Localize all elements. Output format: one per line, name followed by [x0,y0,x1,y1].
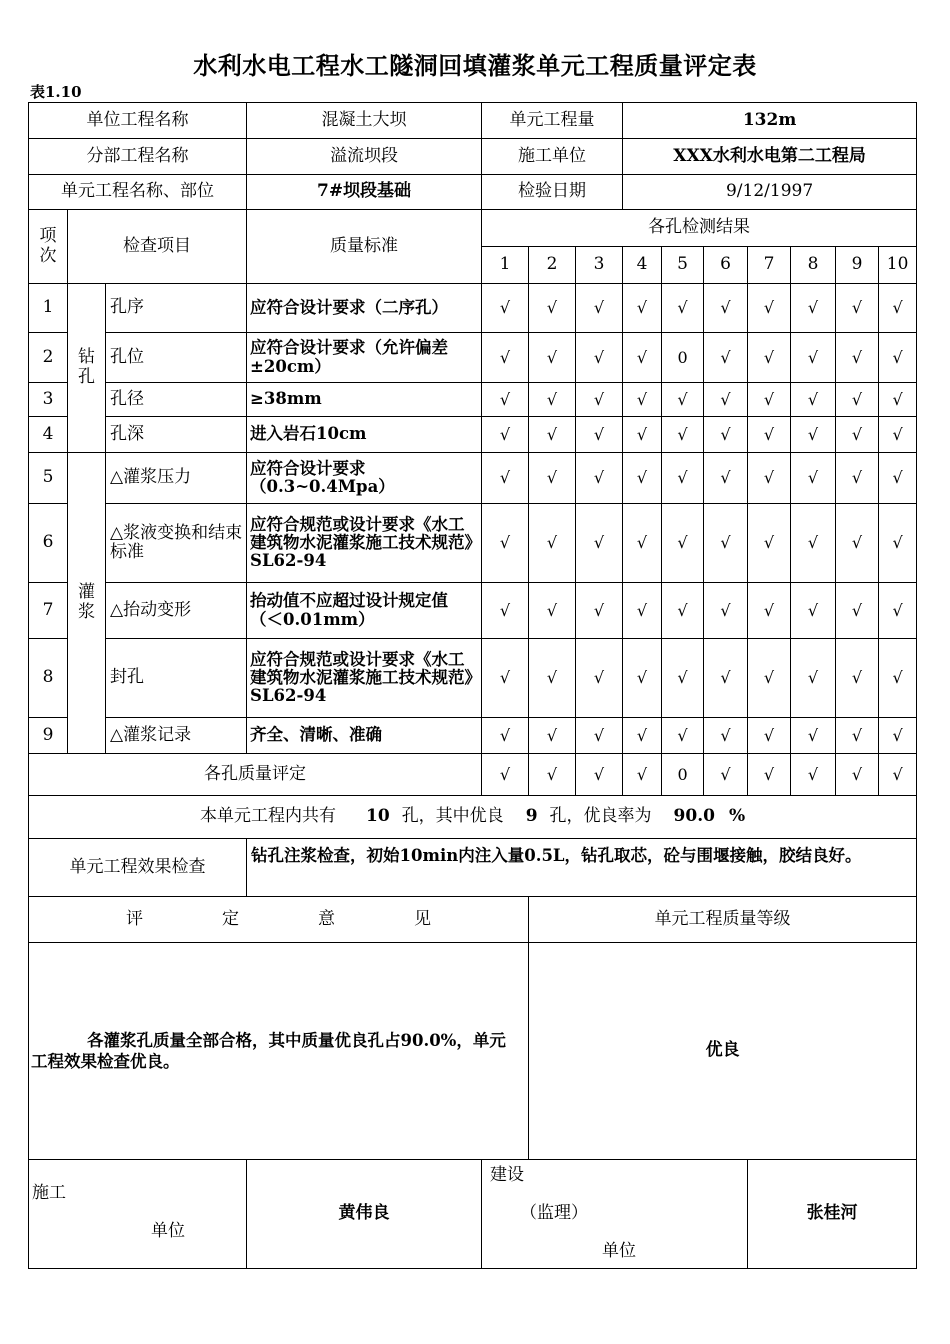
hole-check-mark: √ [791,333,836,383]
division-label: 分部工程名称 [29,139,247,175]
effect-check-value: 钻孔注浆检查，初始10min内注入量0.5L，钻孔取芯，砼与围堰接触，胶结良好。 [247,839,917,897]
hole-check-mark: √ [482,284,529,333]
check-item: 孔深 [106,417,247,453]
hole-check-mark: √ [748,417,791,453]
hole-check-mark: √ [836,639,879,718]
hole-check-mark: √ [529,383,576,417]
unit-quantity-label: 单元工程量 [482,103,623,139]
hole-check-mark: √ [482,417,529,453]
quality-standard: 齐全、清晰、准确 [247,718,482,754]
hole-check-mark: √ [748,504,791,583]
quality-standard: 应符合规范或设计要求《水工建筑物水泥灌浆施工技术规范》SL62-94 [247,639,482,718]
summary-mid1: 孔，其中优良 [401,806,504,827]
hole-check-mark: √ [704,417,748,453]
item-header: 检查项目 [68,210,247,284]
hole-check-mark: √ [791,583,836,639]
quality-standard: 抬动值不应超过设计规定值（＜0.01mm） [247,583,482,639]
hole-number: 5 [662,247,704,284]
hole-quality-label: 各孔质量评定 [29,754,482,796]
hole-check-mark: √ [623,417,662,453]
hole-check-mark: √ [482,718,529,754]
hole-check-mark: √ [623,504,662,583]
hole-check-mark: √ [879,284,917,333]
check-item: 孔序 [106,284,247,333]
check-item: 封孔 [106,639,247,718]
hole-check-mark: √ [482,453,529,504]
construction-unit-label: 施工 单位 [29,1160,247,1269]
page-title: 水利水电工程水工隧洞回填灌浆单元工程质量评定表 [193,51,757,80]
hole-quality-mark: √ [836,754,879,796]
group-drilling: 钻孔 [68,284,106,453]
row-number: 1 [29,284,68,333]
hole-check-mark: 0 [662,333,704,383]
unit-project-value: 混凝土大坝 [247,103,482,139]
hole-quality-mark: √ [623,754,662,796]
hole-check-mark: √ [704,718,748,754]
table-row [29,718,917,754]
hole-number: 9 [836,247,879,284]
element-label: 单元工程名称、部位 [29,175,247,210]
hole-check-mark: √ [879,453,917,504]
group-grouting: 灌浆 [68,453,106,754]
hole-check-mark: √ [748,284,791,333]
hole-check-mark: √ [791,718,836,754]
standard-header: 质量标准 [247,210,482,284]
hole-check-mark: √ [662,417,704,453]
hole-check-mark: √ [576,417,623,453]
hole-check-mark: √ [529,417,576,453]
grade-value: 优良 [529,943,917,1160]
hole-check-mark: √ [879,504,917,583]
date-value: 9/12/1997 [623,175,917,210]
row-number: 3 [29,383,68,417]
hole-check-mark: √ [748,453,791,504]
hole-check-mark: √ [748,383,791,417]
hole-check-mark: √ [482,333,529,383]
hole-check-mark: √ [576,718,623,754]
check-item: △浆液变换和结束标准 [106,504,247,583]
check-item: △灌浆记录 [106,718,247,754]
hole-check-mark: √ [529,453,576,504]
row-number: 7 [29,583,68,639]
hole-check-mark: √ [836,284,879,333]
form-number: 表1.10 [30,83,82,101]
check-item: △抬动变形 [106,583,247,639]
hole-check-mark: √ [791,504,836,583]
check-item: 孔位 [106,333,247,383]
unit-project-label: 单位工程名称 [29,103,247,139]
hole-check-mark: √ [576,504,623,583]
quality-standard: 进入岩石10cm [247,417,482,453]
table-row [29,639,917,718]
quality-assessment-table [28,102,917,1269]
check-item: 孔径 [106,383,247,417]
hole-quality-mark: √ [576,754,623,796]
hole-check-mark: √ [704,383,748,417]
hole-check-mark: √ [529,718,576,754]
hole-check-mark: √ [748,718,791,754]
row-number: 4 [29,417,68,453]
quality-standard: 应符合设计要求（二序孔） [247,284,482,333]
hole-check-mark: √ [836,383,879,417]
hole-check-mark: √ [623,284,662,333]
hole-check-mark: √ [791,284,836,333]
construction-person: 黄伟良 [247,1160,482,1269]
builder-person: 张桂河 [748,1160,917,1269]
hole-check-mark: √ [623,333,662,383]
hole-check-mark: √ [623,383,662,417]
row-number: 9 [29,718,68,754]
row-number: 8 [29,639,68,718]
summary-unit: % [728,806,746,827]
hole-number: 10 [879,247,917,284]
contractor-label: 施工单位 [482,139,623,175]
table-row [29,284,917,333]
hole-check-mark: √ [836,333,879,383]
hole-quality-mark: √ [748,754,791,796]
check-item: △灌浆压力 [106,453,247,504]
hole-check-mark: √ [576,383,623,417]
summary-mid2: 孔，优良率为 [549,806,652,827]
hole-check-mark: √ [576,284,623,333]
hole-check-mark: √ [704,333,748,383]
hole-check-mark: √ [704,284,748,333]
hole-check-mark: √ [836,417,879,453]
hole-check-mark: √ [662,504,704,583]
effect-check-label: 单元工程效果检查 [29,839,247,897]
hole-number: 1 [482,247,529,284]
hole-check-mark: √ [836,504,879,583]
table-row [29,417,917,453]
hole-check-mark: √ [662,453,704,504]
results-header: 各孔检测结果 [482,210,917,247]
hole-check-mark: √ [662,583,704,639]
hole-check-mark: √ [836,453,879,504]
builder-unit-label: 建设 （监理） 单位 [482,1160,748,1269]
hole-check-mark: √ [482,583,529,639]
hole-check-mark: √ [704,504,748,583]
hole-quality-mark: √ [704,754,748,796]
hole-check-mark: √ [482,383,529,417]
division-value: 溢流坝段 [247,139,482,175]
hole-check-mark: √ [748,639,791,718]
quality-standard: 应符合规范或设计要求《水工建筑物水泥灌浆施工技术规范》SL62-94 [247,504,482,583]
hole-check-mark: √ [791,383,836,417]
hole-check-mark: √ [879,333,917,383]
hole-check-mark: √ [623,453,662,504]
hole-number: 8 [791,247,836,284]
hole-check-mark: √ [704,453,748,504]
hole-check-mark: √ [662,639,704,718]
table-row [29,333,917,383]
hole-number: 6 [704,247,748,284]
hole-check-mark: √ [879,417,917,453]
hole-check-mark: √ [879,583,917,639]
row-number: 5 [29,453,68,504]
hole-check-mark: √ [662,718,704,754]
hole-check-mark: √ [482,504,529,583]
table-row [29,453,917,504]
hole-check-mark: √ [482,639,529,718]
seq-header: 项次 [29,210,68,284]
hole-check-mark: √ [623,718,662,754]
quality-standard: 应符合设计要求（0.3~0.4Mpa） [247,453,482,504]
hole-check-mark: √ [576,453,623,504]
hole-check-mark: √ [529,504,576,583]
hole-check-mark: √ [879,639,917,718]
hole-check-mark: √ [576,639,623,718]
unit-quantity-value: 132m [623,103,917,139]
hole-quality-mark: √ [879,754,917,796]
opinion-text: 各灌浆孔质量全部合格，其中质量优良孔占90.0%，单元工程效果检查优良。 [29,943,529,1160]
hole-quality-mark: √ [482,754,529,796]
hole-check-mark: √ [791,417,836,453]
hole-check-mark: √ [529,583,576,639]
hole-quality-mark: √ [791,754,836,796]
hole-check-mark: √ [529,333,576,383]
date-label: 检验日期 [482,175,623,210]
hole-number: 2 [529,247,576,284]
hole-check-mark: √ [879,383,917,417]
hole-check-mark: √ [529,284,576,333]
table-row [29,583,917,639]
row-number: 2 [29,333,68,383]
summary-total: 10 [366,806,390,827]
hole-check-mark: √ [623,583,662,639]
hole-quality-row [29,754,917,796]
quality-standard: ≥38mm [247,383,482,417]
summary-prefix: 本单元工程内共有 [200,806,337,827]
table-row [29,504,917,583]
hole-check-mark: √ [836,583,879,639]
hole-check-mark: √ [879,718,917,754]
table-row [29,383,917,417]
hole-check-mark: √ [791,639,836,718]
grade-header: 单元工程质量等级 [529,897,917,943]
hole-check-mark: √ [748,333,791,383]
quality-standard: 应符合设计要求（允许偏差±20cm） [247,333,482,383]
hole-check-mark: √ [529,639,576,718]
hole-check-mark: √ [704,583,748,639]
summary-line [29,796,917,839]
hole-number: 7 [748,247,791,284]
hole-check-mark: √ [662,383,704,417]
hole-check-mark: √ [791,453,836,504]
hole-quality-mark: √ [529,754,576,796]
hole-number: 4 [623,247,662,284]
hole-check-mark: √ [748,583,791,639]
summary-rate: 90.0 [673,806,715,827]
hole-quality-mark: 0 [662,754,704,796]
contractor-value: XXX水利水电第二工程局 [623,139,917,175]
hole-check-mark: √ [662,284,704,333]
hole-number: 3 [576,247,623,284]
hole-check-mark: √ [623,639,662,718]
element-value: 7#坝段基础 [247,175,482,210]
opinion-header: 评 定 意 见 [29,897,529,943]
row-number: 6 [29,504,68,583]
hole-check-mark: √ [576,333,623,383]
hole-check-mark: √ [576,583,623,639]
hole-check-mark: √ [836,718,879,754]
hole-check-mark: √ [704,639,748,718]
summary-excellent: 9 [525,806,538,827]
